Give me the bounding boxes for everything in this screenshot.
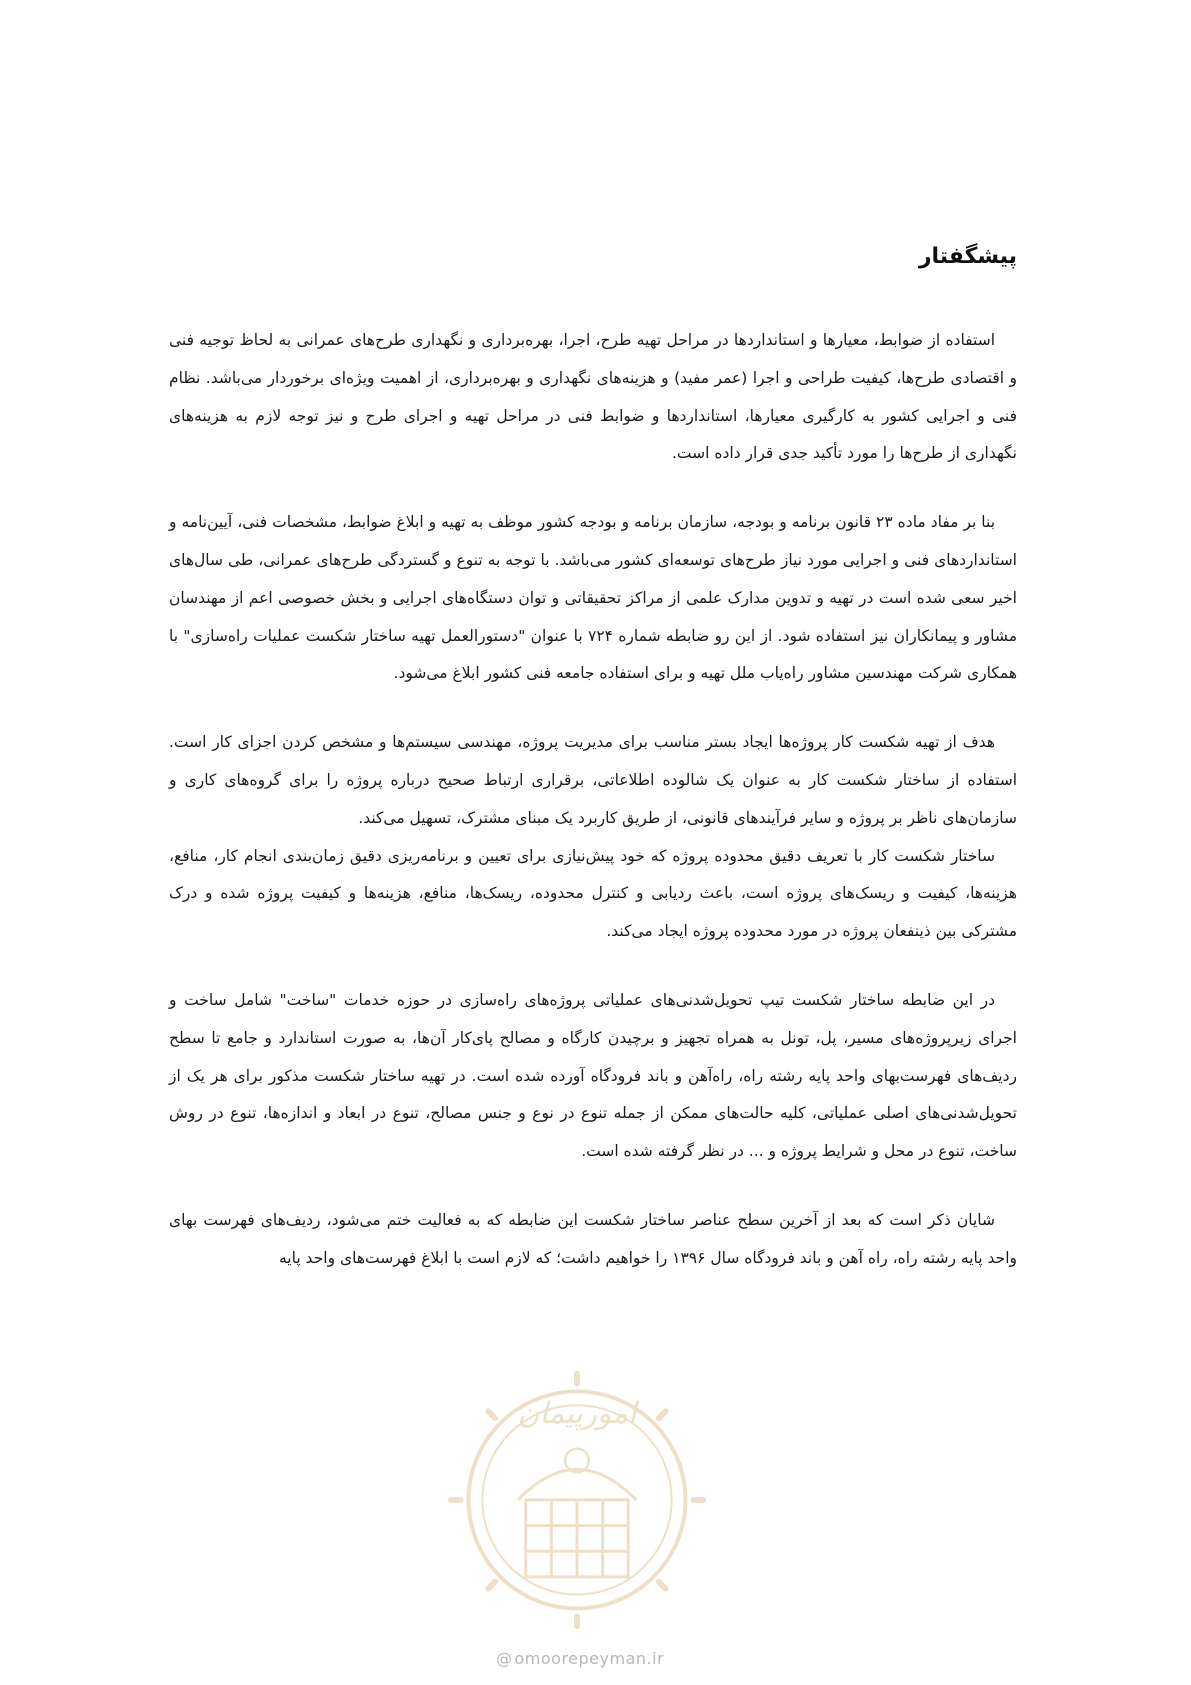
preface-body [169,322,1017,1278]
watermark-url: @ omoorepeyman.ir [496,1649,665,1668]
paragraph-5: در این ضابطه ساختار شکست تیپ تحویل‌شدنی‌های عملیاتی پروژه‌های راه‌سازی در حوزه خدمات "ساخت" شامل ساخت و اجرای زیرپروژه‌های مسیر، پل، تونل به همراه تجهیز و برچیدن کارگاه و مصالح پای‌کار آن‌ها، به صورت استاندارد و جامع تا سطح ردیف‌های فهرست‌بهای واحد پایه رشته راه، راه‌آهن و باند فرودگاه آورده شده است. در تهیه ساختار شکست مذکور برای هر یک از تحویل‌شدنی‌های اصلی عملیاتی، کلیه حالت‌های ممکن از جمله تنوع در نوع و جنس مصالح، تنوع در ابعاد و اندازه‌ها، تنوع در روش ساخت، تنوع در محل و شرایط پروژه و ... در نظر گرفته شده است. [169,990,1017,1161]
page-title: پیشگفتار [918,244,1017,269]
paragraph-3: هدف از تهیه شکست کار پروژه‌ها ایجاد بستر مناسب برای مدیریت پروژه، مهندسی سیستم‌ها و مشخص کردن اجزای کار است. استفاده از ساختار شکست کار به عنوان یک شالوده اطلاعاتی، برقراری ارتباط صحیح درباره پروژه را برای گروه‌های کاری و سازمان‌های ناظر بر پروژه و سایر فرآیندهای قانونی، از طریق کاربرد یک مبنای مشترک، تسهیل می‌کند. [169,733,1017,827]
paragraph-6: شایان ذکر است که بعد از آخرین سطح عناصر ساختار شکست این ضابطه که به فعالیت ختم می‌شود، ردیف‌های فهرست بهای واحد پایه رشته راه، راه آهن و باند فرودگاه سال ۱۳۹۶ را خواهیم داشت؛ که لازم است با ابلاغ فهرست‌های واحد پایه [169,1210,1017,1267]
watermark-url-text: omoorepeyman.ir [514,1649,665,1668]
paragraph-1: استفاده از ضوابط، معیارها و استانداردها در مراحل تهیه طرح، اجرا، بهره‌برداری و نگهداری طرح‌های عمرانی به لحاظ توجیه فنی و اقتصادی طرح‌ها، کیفیت طراحی و اجرا (عمر مفید) و هزینه‌های نگهداری و بهره‌برداری، از اهمیت ویژه‌ای برخوردار می‌باشد. نظام فنی و اجرایی کشور به کارگیری معیارها، استانداردها و ضوابط فنی در مراحل تهیه و اجرای طرح و نیز توجه لازم به هزینه‌های نگهداری از طرح‌ها را مورد تأکید جدی قرار داده است. [169,331,1017,463]
watermark-text: امورپیمان [517,1396,637,1431]
watermark-logo [448,1352,706,1638]
paragraph-4: ساختار شکست کار با تعریف دقیق محدوده پروژه که خود پیش‌نیازی برای تعیین و برنامه‌ریزی دقیق زمان‌بندی انجام کار، منافع، هزینه‌ها، کیفیت و ریسک‌های پروژه است، باعث ردیابی و کنترل محدوده، ریسک‌ها، منافع، هزینه‌ها و کیفیت پروژه شده و درک مشترکی بین ذینفعان پروژه در مورد محدوده پروژه ایجاد می‌کند. [169,846,1017,941]
paragraph-2: بنا بر مفاد ماده ۲۳ قانون برنامه و بودجه، سازمان برنامه و بودجه کشور موظف به تهیه و ابلاغ ضوابط، مشخصات فنی، آیین‌نامه و استانداردهای فنی و اجرایی مورد نیاز طرح‌های توسعه‌ای کشور می‌باشد. با توجه به تنوع و گستردگی طرح‌های عمرانی، طی سال‌های اخیر سعی شده است در تهیه و تدوین مدارک علمی از مراکز تحقیقاتی و توان دستگاه‌های اجرایی و بخش خصوصی اعم از مهندسان مشاور و پیمانکاران نیز استفاده شود. از این رو ضابطه شماره ۷۲۴ با عنوان "دستورالعمل تهیه ساختار شکست عملیات راه‌سازی" با همکاری شرکت مهندسین مشاور راه‌یاب ملل تهیه و برای استفاده جامعه فنی کشور ابلاغ می‌شود. [169,513,1017,683]
